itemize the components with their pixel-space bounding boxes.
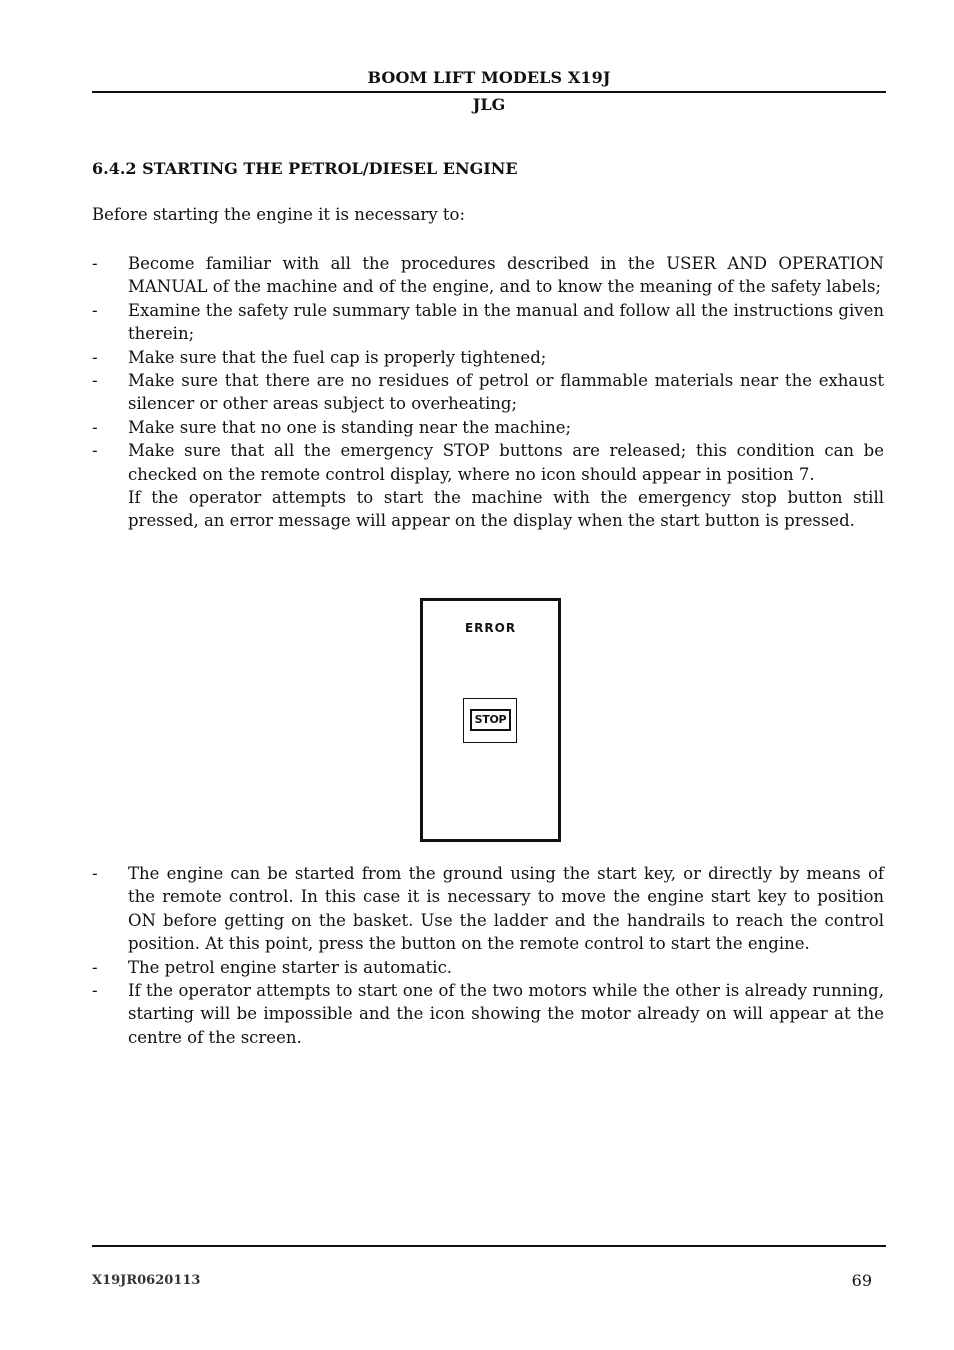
list-item (92, 346, 884, 369)
page-number: 69 (851, 1271, 872, 1290)
list-marker: - (92, 254, 98, 273)
display-error-title: ERROR (464, 621, 517, 635)
document-code: X19JR0620113 (92, 1273, 201, 1288)
list-marker: - (92, 417, 98, 437)
list-item (92, 416, 884, 439)
list-item (92, 979, 884, 1049)
list-item-text: Make sure that all the emergency STOP buttons are released; this condition can be checked on the remote control display, where no icon should appear in position 7. (128, 441, 884, 484)
list-item-text: The engine can be started from the ground using the start key, or directly by means of the remote control. In this case it is necessary to move the engine start key to position ON before getting on the basket. Use the ladder and the handrails to reach the control position. At this point, press the button on the remote control to start the engine. (128, 864, 884, 954)
list-item-text: If the operator attempts to start one of the two motors while the other is already running, starting will be impossible and the icon showing the motor already on will appear at the centre of the screen. (128, 981, 884, 1047)
list-item-text: Make sure that the fuel cap is properly tightened; (128, 347, 547, 367)
list-item-continuation: If the operator attempts to start the machine with the emergency stop button still pressed, an error message will appear on the display when the start button is pressed. (128, 488, 884, 531)
list-item (92, 252, 884, 299)
list-item-text: The petrol engine starter is automatic. (128, 957, 453, 977)
footer-rule (92, 1245, 886, 1247)
error-display-figure (420, 598, 561, 842)
list-marker: - (92, 981, 98, 1001)
intro-paragraph: Before starting the engine it is necessary to: (92, 205, 466, 224)
list-item-text: Make sure that there are no residues of petrol or flammable materials near the exhaust silencer or other areas subject to overheating; (128, 371, 884, 414)
precondition-list (92, 252, 884, 533)
list-item-text: Examine the safety rule summary table in the manual and follow all the instructions given therein; (128, 300, 884, 344)
stop-icon (463, 698, 517, 743)
section-title: 6.4.2 STARTING THE PETROL/DIESEL ENGINE (92, 159, 518, 178)
list-marker: - (92, 864, 98, 883)
list-marker: - (92, 347, 98, 367)
list-marker: - (92, 957, 98, 977)
list-marker: - (92, 371, 98, 391)
list-item (92, 956, 884, 979)
list-item (92, 439, 884, 533)
stop-icon-label: STOP (470, 709, 511, 731)
list-marker: - (92, 300, 98, 320)
header-brand: JLG (472, 95, 506, 114)
list-item (92, 369, 884, 416)
list-item-text: Become familiar with all the procedures described in the USER AND OPERATION MANUAL of the machine and of the engine, and to know the meaning of the safety labels; (128, 254, 884, 297)
header-rule (92, 91, 886, 93)
list-item (92, 862, 884, 956)
list-marker: - (92, 441, 98, 461)
list-item-text: Make sure that no one is standing near the machine; (128, 417, 572, 437)
list-item (92, 299, 884, 346)
header-title: BOOM LIFT MODELS X19J (367, 68, 611, 87)
starting-notes-list (92, 862, 884, 1049)
